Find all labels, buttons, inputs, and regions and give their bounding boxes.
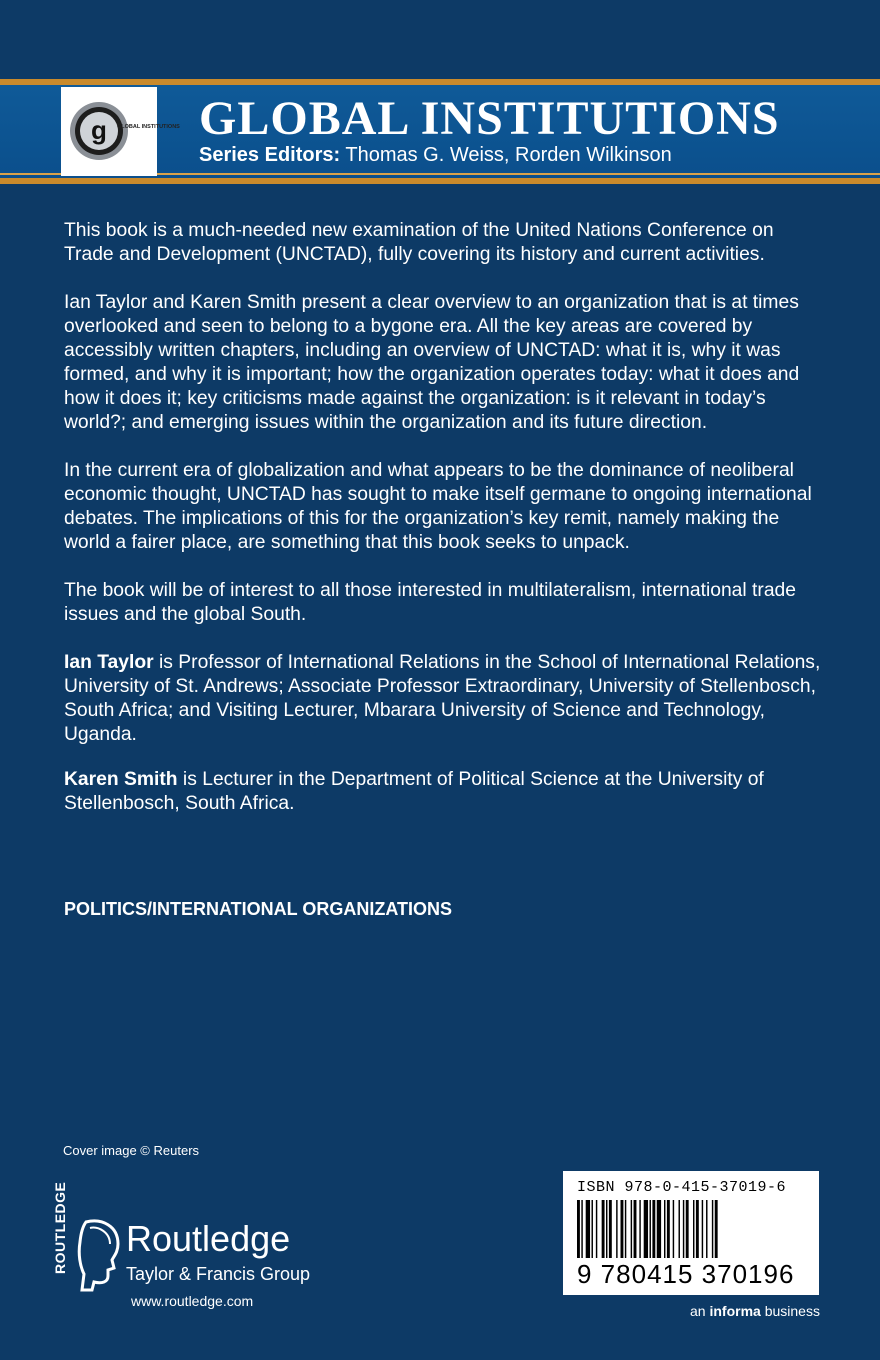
barcode-bar (652, 1200, 655, 1258)
barcode-bar (673, 1200, 674, 1258)
barcode-bars (577, 1200, 805, 1258)
barcode-bar (696, 1200, 699, 1258)
barcode-bar (577, 1200, 580, 1258)
barcode-bar (664, 1200, 665, 1258)
series-title: GLOBAL INSTITUTIONS (199, 92, 780, 145)
author-bio-smith (64, 768, 824, 816)
series-editors-label: Series Editors: (199, 144, 341, 166)
barcode-bar (715, 1200, 718, 1258)
author-bio: is Professor of International Relations in the School of International Relations, University of St. Andrews; Associate Professor Extraordinary, University of Stellenbosch, South Africa; and Visiting Lecturer, Mbarara University of Science and Technology, Uganda. (64, 652, 821, 745)
author-name: Karen Smith (64, 769, 178, 790)
informa-tagline (690, 1303, 820, 1319)
book-description (64, 219, 824, 837)
barcode-bar (602, 1200, 605, 1258)
informa-brand: informa (709, 1303, 761, 1319)
barcode-bar (634, 1200, 637, 1258)
series-logo (61, 87, 180, 176)
blurb-paragraph-1: This book is a much-needed new examination of the United Nations Conference on Trade and Development (UNCTAD), fully covering its history and current activities. (64, 220, 774, 265)
barcode-bar (631, 1200, 632, 1258)
svg-text:GLOBAL INSTITUTIONS: GLOBAL INSTITUTIONS (117, 124, 180, 130)
informa-suffix: business (760, 1303, 820, 1319)
g-logo-icon (61, 87, 180, 176)
blurb-paragraph-3: In the current era of globalization and what appears to be the dominance of neoliberal economic thought, UNCTAD has sought to make itself germane to ongoing international debates. The implications of this for the organization’s key remit, namely making the world a fairer place, are something that this book seeks to unpack. (64, 460, 812, 553)
barcode-bar (621, 1200, 624, 1258)
barcode-bar (657, 1200, 661, 1258)
author-bio-taylor (64, 651, 824, 747)
barcode-bar (683, 1200, 684, 1258)
informa-prefix: an (690, 1303, 710, 1319)
publisher-group: Taylor & Francis Group (126, 1264, 311, 1284)
isbn-label: ISBN 978-0-415-37019-6 (577, 1179, 787, 1196)
barcode-bar (639, 1200, 640, 1258)
cover-image-credit: Cover image © Reuters (63, 1143, 200, 1158)
barcode-bar (686, 1200, 689, 1258)
subject-category: POLITICS/INTERNATIONAL ORGANIZATIONS (64, 899, 452, 919)
barcode-bar (616, 1200, 617, 1258)
isbn-digits: 9 780415 370196 (577, 1259, 795, 1289)
barcode-bar (706, 1200, 707, 1258)
author-bio: is Lecturer in the Department of Political Science at the University of Stellenbosch, South Africa. (64, 769, 764, 814)
series-editors-names: Thomas G. Weiss, Rorden Wilkinson (345, 144, 672, 166)
publisher-name: Routledge (126, 1218, 291, 1259)
publisher-url: www.routledge.com (131, 1293, 254, 1309)
svg-text:g: g (91, 115, 107, 145)
barcode-bar (596, 1200, 597, 1258)
blurb-paragraph-2: Ian Taylor and Karen Smith present a clear overview to an organization that is at times overlooked and seen to belong to a bygone era. All the key areas are covered by accessibly written chapters, including an overview of UNCTAD: what it is, why it was formed, and why it is important; how the organization operates today: what it does and how it does it; key criticisms made against the organization: is it relevant in today’s world?; and emerging issues within the organization and its future direction. (64, 292, 800, 433)
blurb-paragraph-4: The book will be of interest to all those interested in multilateralism, international trade issues and the global South. (64, 580, 796, 625)
barcode-bar (679, 1200, 680, 1258)
barcode-bar (625, 1200, 626, 1258)
series-editors (199, 143, 672, 167)
barcode-bar (650, 1200, 651, 1258)
isbn-barcode (563, 1171, 819, 1295)
barcode-bar (712, 1200, 713, 1258)
author-name: Ian Taylor (64, 652, 154, 673)
barcode-bar (702, 1200, 703, 1258)
routledge-head-logo-icon (78, 1218, 122, 1292)
barcode-bar (592, 1200, 593, 1258)
barcode-bar (693, 1200, 694, 1258)
publisher-vertical-wordmark: ROUTLEDGE (52, 1181, 68, 1274)
barcode-bar (644, 1200, 648, 1258)
barcode-bar (606, 1200, 607, 1258)
barcode-bar (667, 1200, 670, 1258)
barcode-bar (609, 1200, 612, 1258)
barcode-bar (581, 1200, 582, 1258)
barcode-bar (586, 1200, 590, 1258)
